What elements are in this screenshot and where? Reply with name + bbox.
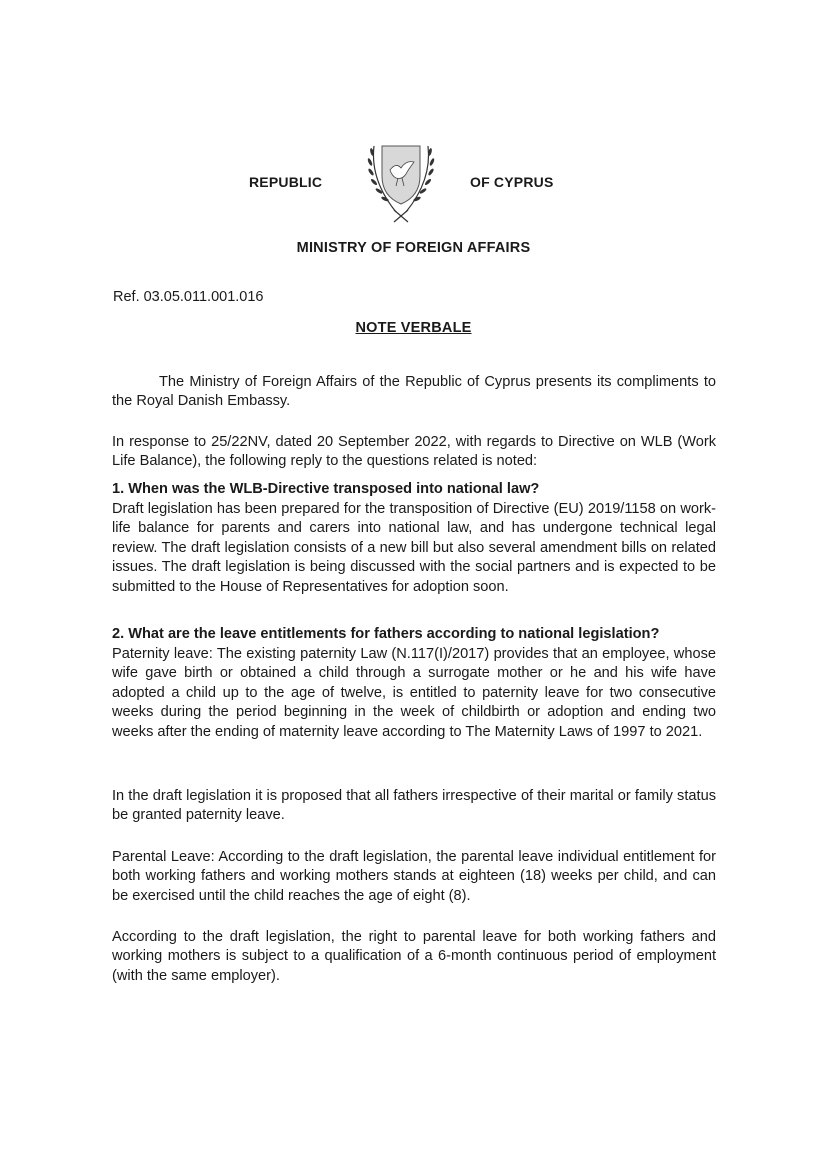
intro-text: The Ministry of Foreign Affairs of the Republic of Cyprus presents its compliments to the Royal Danish Embassy. bbox=[112, 374, 716, 410]
question-2-heading: 2. What are the leave entitlements for fathers according to national legislation? bbox=[112, 626, 660, 642]
answer-1-paragraph bbox=[112, 500, 716, 597]
qualification-text: According to the draft legislation, the right to parental leave for both working fathers and working mothers is subject to a qualification of a 6-month continuous period of employment (with the same employer). bbox=[112, 929, 716, 984]
answer-1-text: Draft legislation has been prepared for the transposition of Directive (EU) 2019/1158 on work-life balance for parents and carers into national law, and has undergone technical legal review. The draft legislation consists of a new bill but also several amendment bills on related issues. The draft legislation is being discussed with the social partners and is expected to be submitted to the House of Representatives for adoption soon. bbox=[112, 501, 716, 595]
header-of-cyprus: OF CYPRUS bbox=[470, 174, 554, 190]
intro-paragraph bbox=[112, 373, 716, 412]
parental-leave-paragraph bbox=[112, 848, 716, 906]
header-republic: REPUBLIC bbox=[249, 174, 323, 190]
parental-leave-text: Parental Leave: According to the draft legislation, the parental leave individual entitlement for both working fathers and working mothers stands at eighteen (18) weeks per child, and can be exercised until the child reaches the age of eight (8). bbox=[112, 849, 716, 904]
answer-2-paragraph bbox=[112, 645, 716, 742]
response-paragraph bbox=[112, 433, 716, 472]
reference-number: Ref. 03.05.011.001.016 bbox=[113, 289, 264, 305]
question-1-heading: 1. When was the WLB-Directive transposed into national law? bbox=[112, 481, 540, 497]
ministry-heading: MINISTRY OF FOREIGN AFFAIRS bbox=[296, 240, 531, 256]
answer-2-text: Paternity leave: The existing paternity Law (N.117(I)/2017) provides that an employee, whose wife gave birth or obtained a child through a surrogate mother or he and his wife have adopted a child up to the age of twelve, is entitled to paternity leave for two consecutive weeks during the period beginning in the week of childbirth or adoption and ending two weeks after the ending of maternity leave according to The Maternity Laws of 1997 to 2021. bbox=[112, 646, 716, 740]
response-text: In response to 25/22NV, dated 20 September 2022, with regards to Directive on WLB (Work Life Balance), the following reply to the questions related is noted: bbox=[112, 434, 716, 470]
qualification-paragraph bbox=[112, 928, 716, 986]
document-title: NOTE VERBALE bbox=[355, 320, 472, 336]
draft-legislation-text: In the draft legislation it is proposed that all fathers irrespective of their marital or family status be granted paternity leave. bbox=[112, 788, 716, 824]
cyprus-coat-of-arms-seal bbox=[356, 140, 446, 226]
draft-legislation-paragraph bbox=[112, 787, 716, 826]
